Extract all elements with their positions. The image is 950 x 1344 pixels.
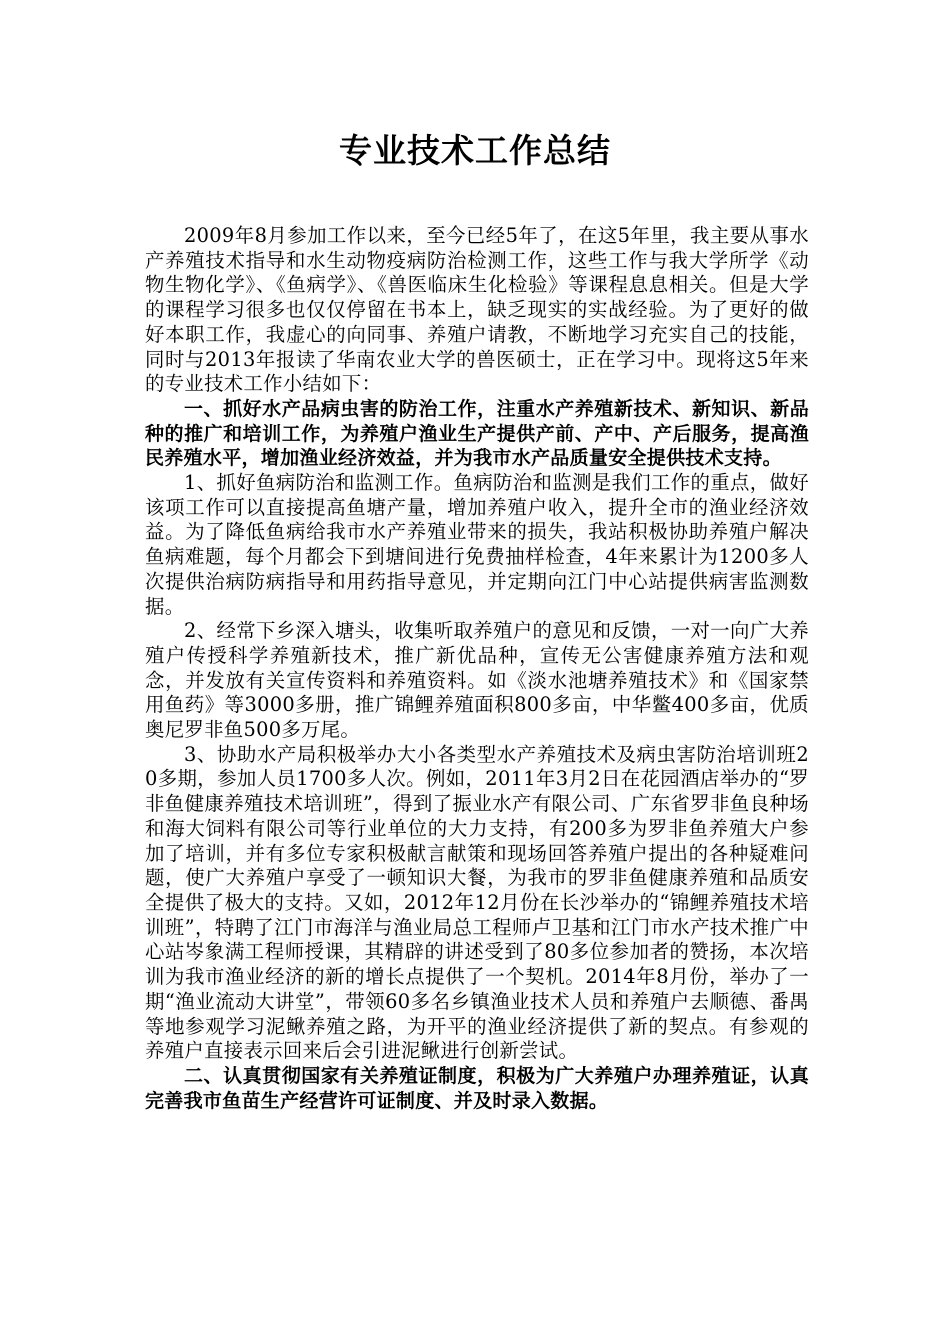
paragraph-item-2: 2、经常下乡深入塘头，收集听取养殖户的意见和反馈，一对一向广大养殖户传授科学养殖新技术，推广新优品种，宣传无公害健康养殖方法和观念，并发放有关宣传资料和养殖资料。如《淡水池塘养殖技术》和《国家禁用鱼药》等3000多册，推广锦鲤养殖面积800多亩，中华鳖400多亩，优质奥尼罗非鱼500多万尾。 (145, 619, 809, 742)
document-title: 专业技术工作总结 (339, 131, 611, 170)
document-body (145, 224, 809, 1113)
section-heading-2: 二、认真贯彻国家有关养殖证制度，积极为广大养殖户办理养殖证，认真完善我市鱼苗生产经营许可证制度、并及时录入数据。 (145, 1064, 809, 1112)
section-heading-1: 一、抓好水产品病虫害的防治工作，注重水产养殖新技术、新知识、新品种的推广和培训工作，为养殖户渔业生产提供产前、产中、产后服务，提高渔民养殖水平，增加渔业经济效益，并为我市水产品质量安全提供技术支持。 (145, 397, 809, 470)
paragraph-item-1: 1、抓好鱼病防治和监测工作。鱼病防治和监测是我们工作的重点，做好该项工作可以直接提高鱼塘产量，增加养殖户收入，提升全市的渔业经济效益。为了降低鱼病给我市水产养殖业带来的损失，我站积极协助养殖户解决鱼病难题，每个月都会下到塘间进行免费抽样检查，4年来累计为1200多人次提供治病防病指导和用药指导意见，并定期向江门中心站提供病害监测数据。 (145, 471, 809, 618)
paragraph-intro: 2009年8月参加工作以来，至今已经5年了，在这5年里，我主要从事水产养殖技术指导和水生动物疫病防治检测工作，这些工作与我大学所学《动物生物化学》、《鱼病学》、《兽医临床生化检验》等课程息息相关。但是大学的课程学习很多也仅仅停留在书本上，缺乏现实的实战经验。为了更好的做好本职工作，我虚心的向同事、养殖户请教，不断地学习充实自己的技能，同时与2013年报读了华南农业大学的兽医硕士，正在学习中。现将这5年来的专业技术工作小结如下： (145, 224, 809, 396)
paragraph-item-3: 3、协助水产局积极举办大小各类型水产养殖技术及病虫害防治培训班20多期，参加人员1700多人次。例如，2011年3月2日在花园酒店举办的“罗非鱼健康养殖技术培训班”，得到了振业水产有限公司、广东省罗非鱼良种场和海大饲料有限公司等行业单位的大力支持，有200多为罗非鱼养殖大户参加了培训，并有多位专家积极献言献策和现场回答养殖户提出的各种疑难问题，使广大养殖户享受了一顿知识大餐，为我市的罗非鱼健康养殖和品质安全提供了极大的支持。又如，2012年12月份在长沙举办的“锦鲤养殖技术培训班”，特聘了江门市海洋与渔业局总工程师卢卫基和江门市水产技术推广中心站岑象满工程师授课，其精辟的讲述受到了80多位参加者的赞扬，本次培训为我市渔业经济的新的增长点提供了一个契机。2014年8月份，举办了一期“渔业流动大讲堂”，带领60多名乡镇渔业技术人员和养殖户去顺德、番禺等地参观学习泥鳅养殖之路，为开平的渔业经济提供了新的契点。有参观的养殖户直接表示回来后会引进泥鳅进行创新尝试。 (145, 742, 809, 1063)
